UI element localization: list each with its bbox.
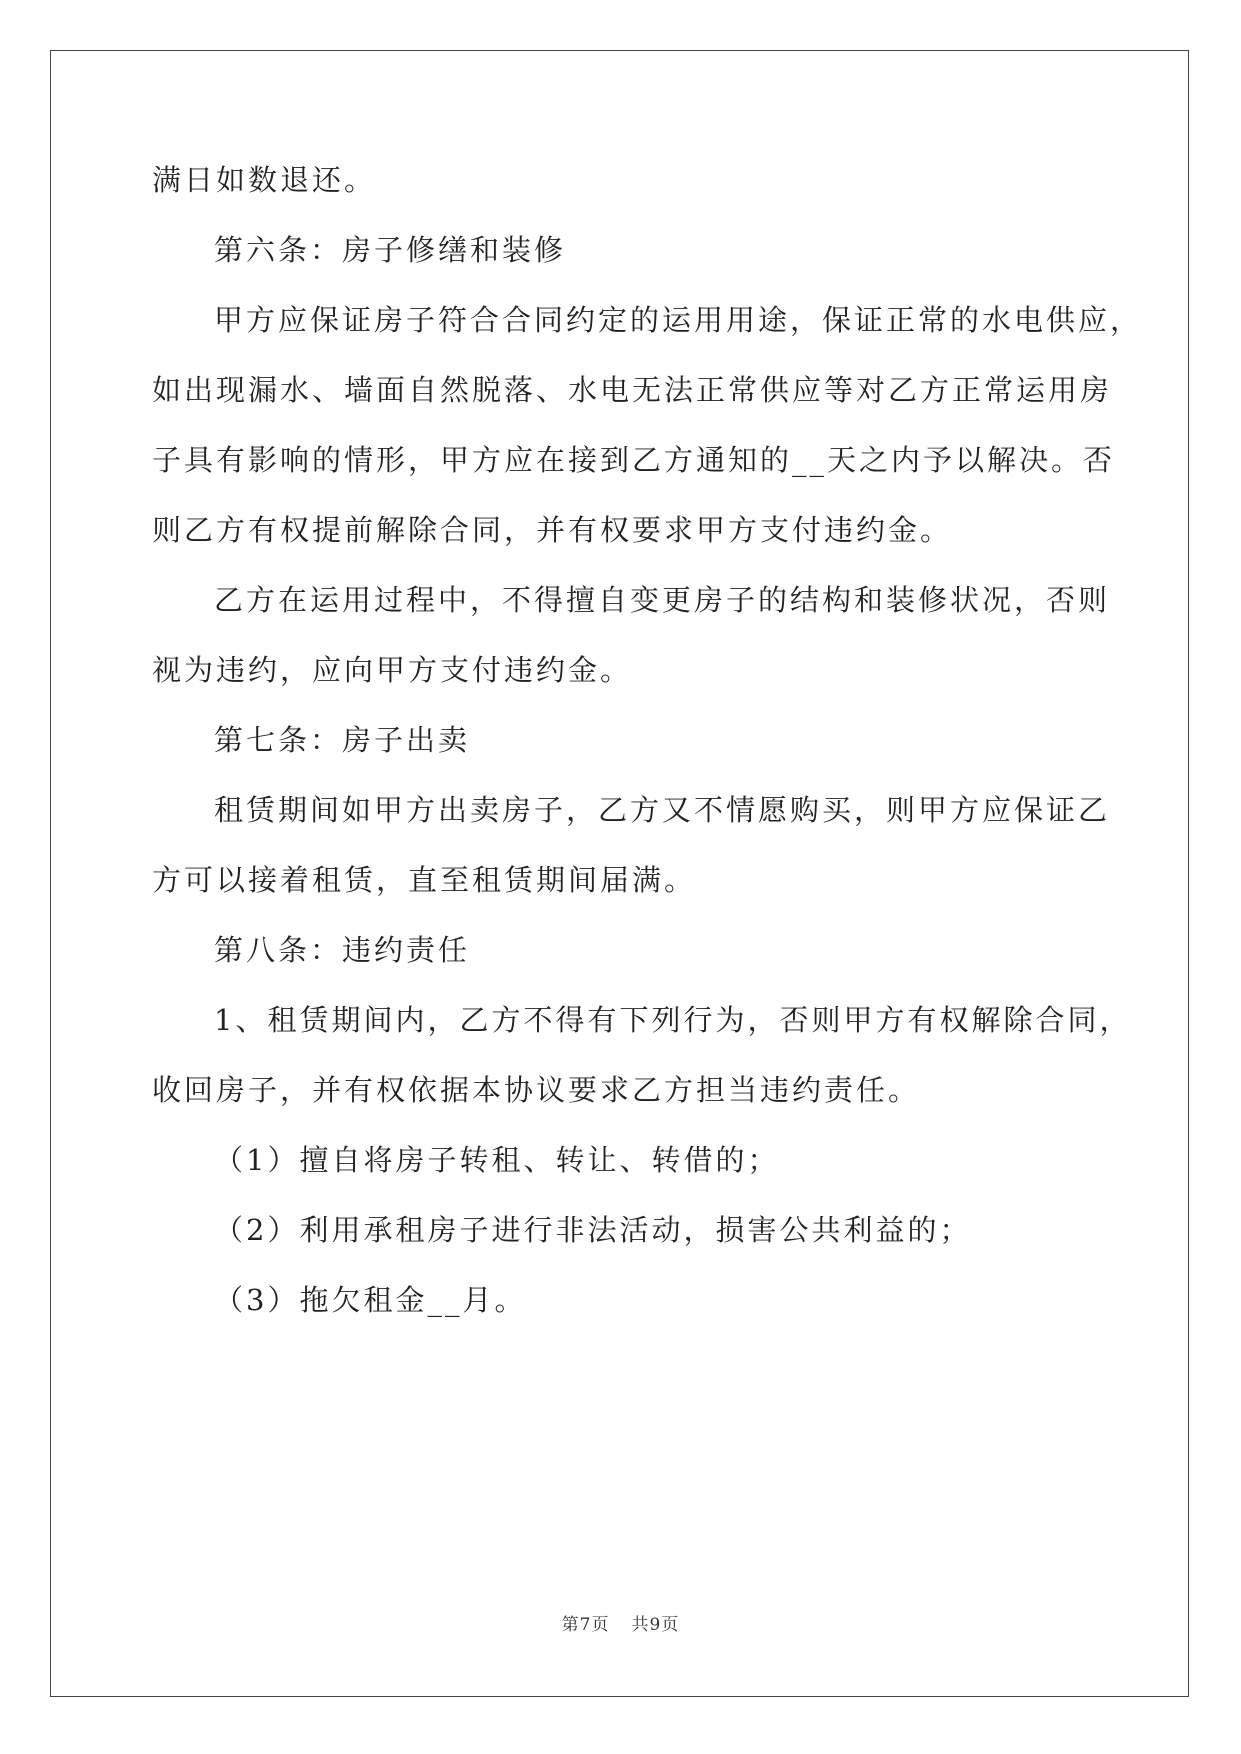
article-heading: 第六条：房子修缮和装修 <box>214 233 567 267</box>
list-item: （2）利用承租房子进行非法活动，损害公共利益的； <box>214 1213 972 1247</box>
text-line: 子具有影响的情形，甲方应在接到乙方通知的__天之内予以解决。否 <box>152 443 1116 477</box>
article-heading: 第七条：房子出卖 <box>214 723 471 757</box>
page-footer <box>0 1610 1241 1635</box>
text-line: 则乙方有权提前解除合同，并有权要求甲方支付违约金。 <box>152 513 953 547</box>
text-line: 如出现漏水、墙面自然脱落、水电无法正常供应等对乙方正常运用房 <box>152 373 1113 407</box>
page-total: 共9页 <box>631 1615 680 1635</box>
text-line: 方可以接着租赁，直至租赁期间届满。 <box>152 863 697 897</box>
text-line: 收回房子，并有权依据本协议要求乙方担当违约责任。 <box>152 1073 921 1107</box>
list-item: （1）擅自将房子转租、转让、转借的； <box>214 1143 780 1177</box>
page-number: 第7页 <box>561 1615 610 1635</box>
text-line: 乙方在运用过程中，不得擅自变更房子的结构和装修状况，否则 <box>214 583 1111 617</box>
article-heading: 第八条：违约责任 <box>214 933 471 967</box>
text-line: 租赁期间如甲方出卖房子，乙方又不情愿购买，则甲方应保证乙 <box>214 793 1111 827</box>
text-line: 甲方应保证房子符合合同约定的运用用途，保证正常的水电供应， <box>214 303 1143 337</box>
list-item: （3）拖欠租金__月。 <box>214 1283 527 1317</box>
text-line: 满日如数退还。 <box>152 163 377 197</box>
text-line: 1、租赁期间内，乙方不得有下列行为，否则甲方有权解除合同， <box>214 1003 1132 1037</box>
text-line: 视为违约，应向甲方支付违约金。 <box>152 653 633 687</box>
